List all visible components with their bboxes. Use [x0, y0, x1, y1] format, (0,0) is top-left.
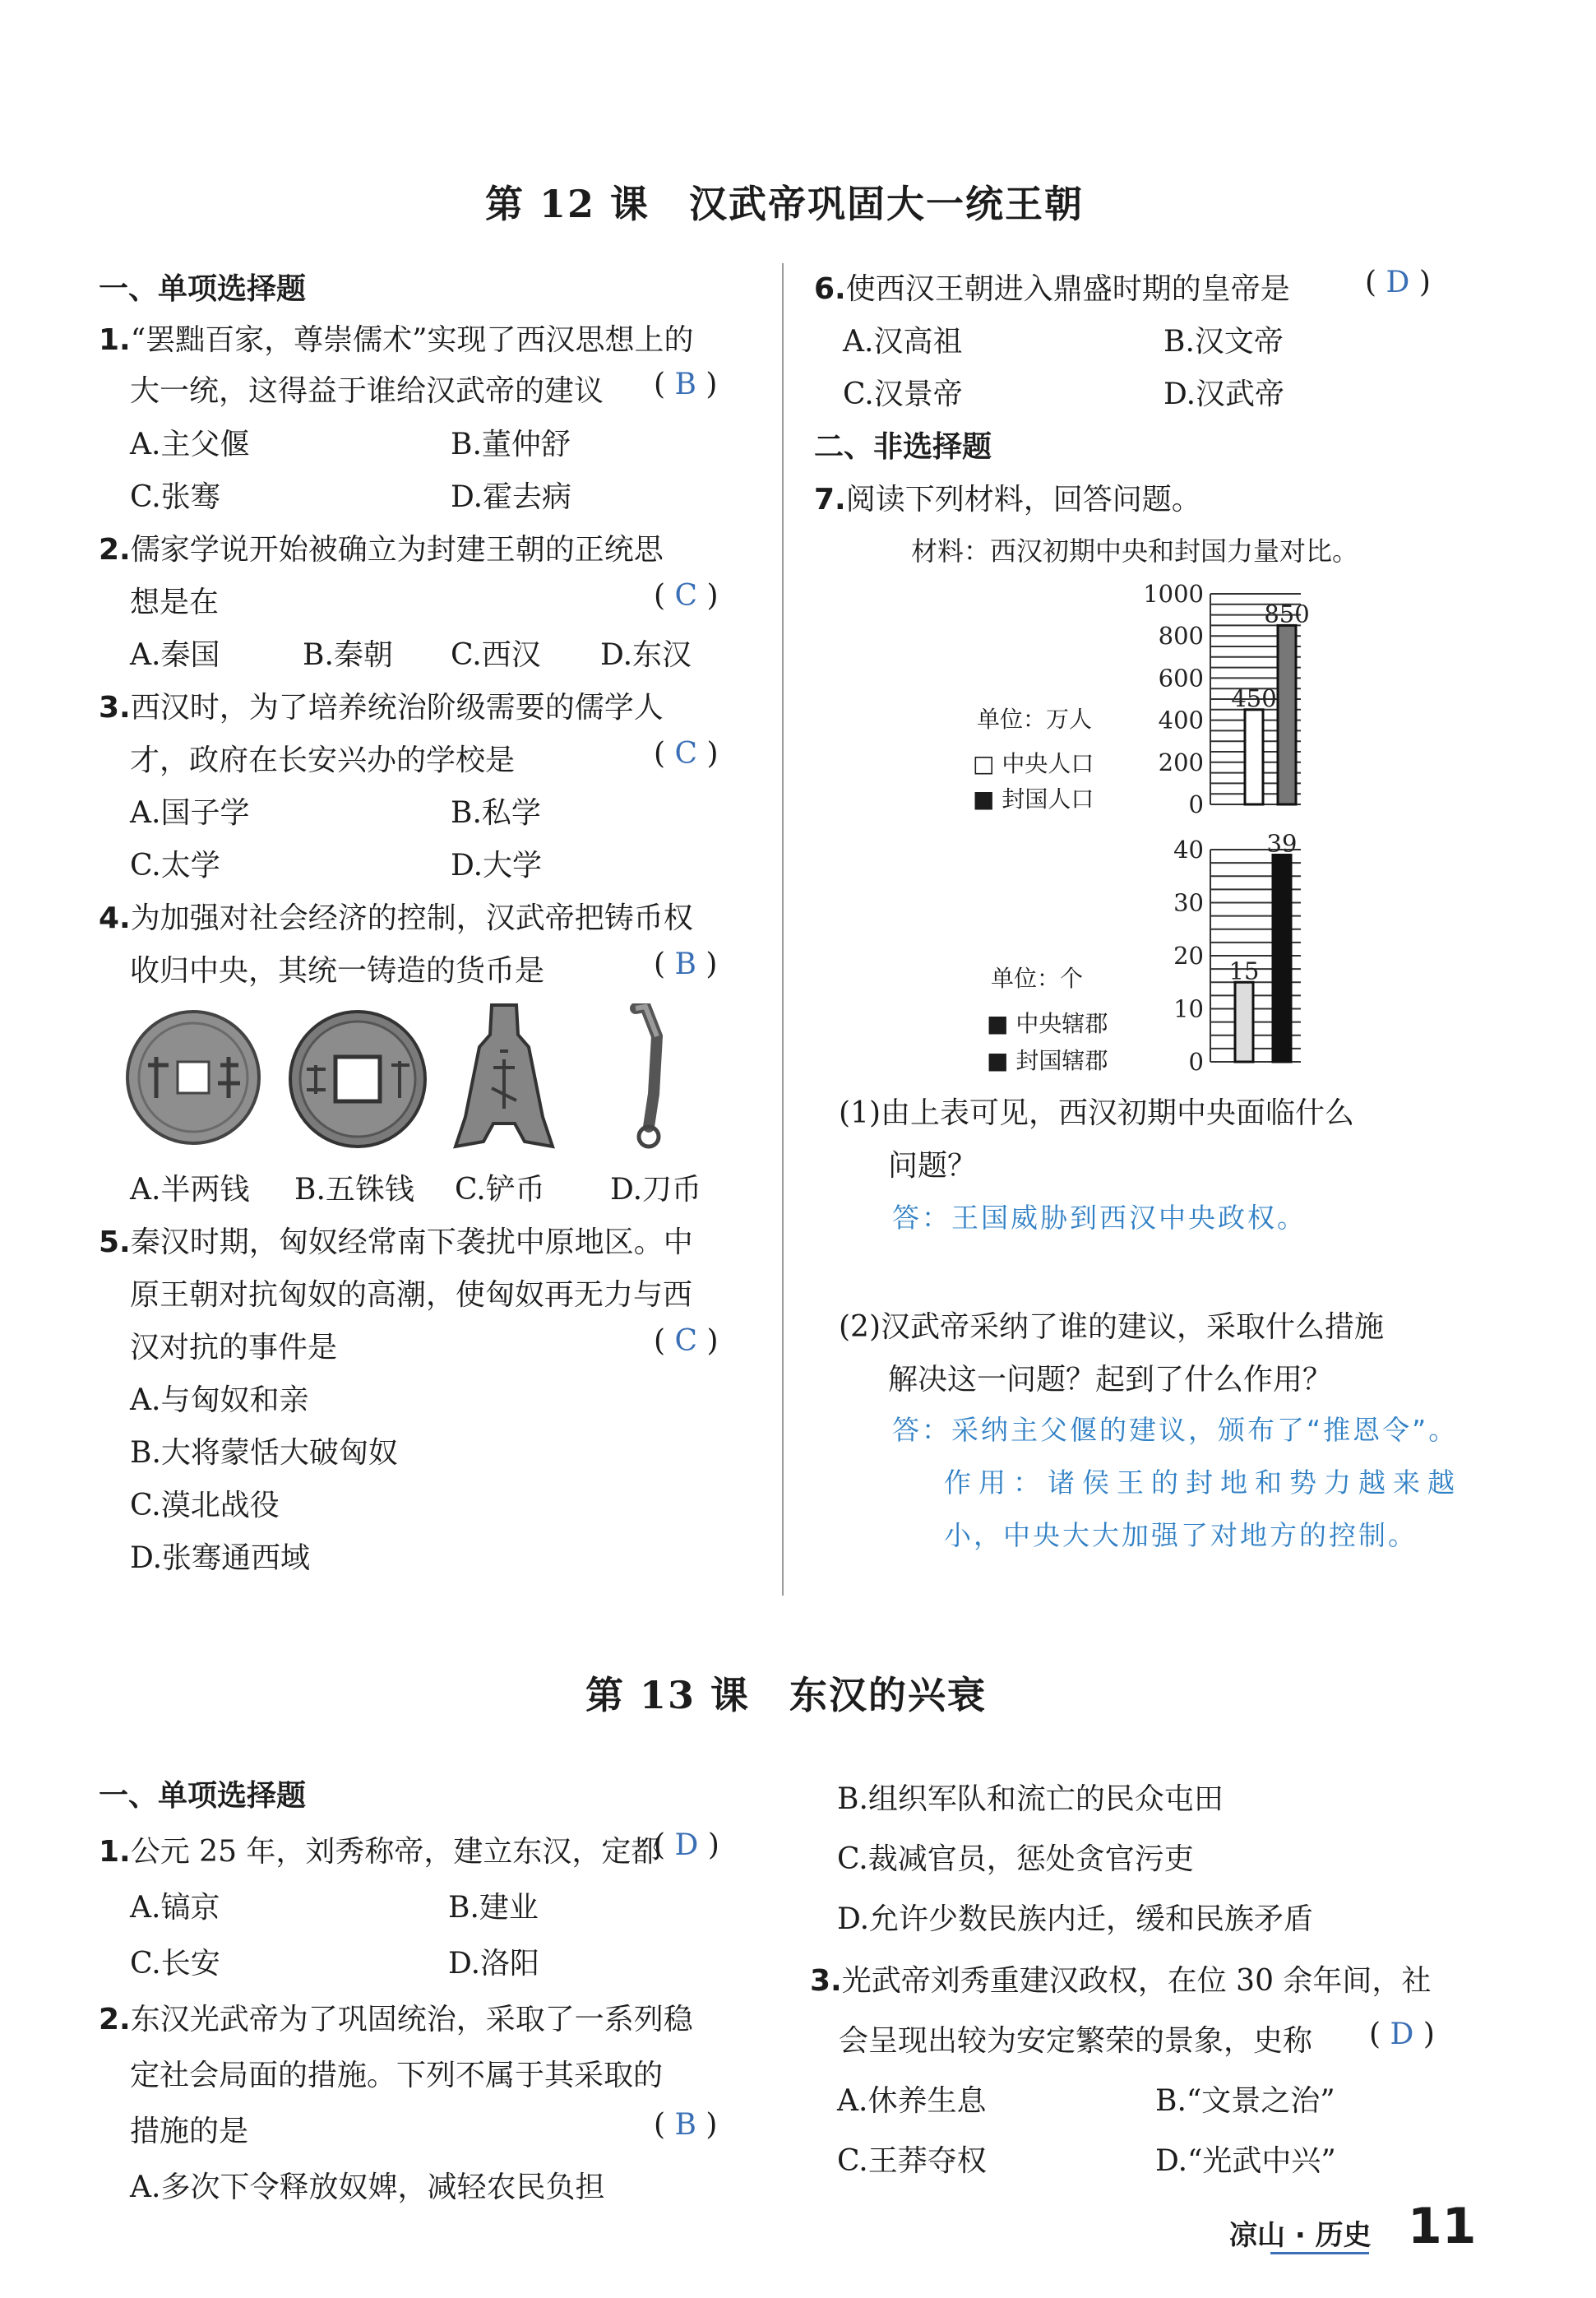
option-a: A.休养生息 [837, 2084, 987, 2118]
chart2-legend-2: ■ 封国辖郡 [987, 1047, 1108, 1074]
page-number: 11 [1408, 2198, 1477, 2255]
option-c: C.张骞 [130, 480, 220, 514]
option-b: B.建业 [448, 1891, 539, 1925]
option-a: A.主父偃 [130, 428, 250, 461]
bar-中央人口 [1245, 710, 1263, 804]
question-2-line2: 想是在 [130, 586, 220, 619]
answer-q2: ( B ) [654, 2108, 718, 2142]
option-c: C.太学 [130, 849, 220, 883]
handwritten-answer-2c: 小，中央大大加强了对地方的控制。 [944, 1519, 1418, 1551]
material-caption: 材料：西汉初期中央和封国力量对比。 [911, 535, 1359, 567]
option-a: A.国子学 [130, 796, 250, 830]
handwritten-answer-1: 答：王国威胁到西汉中央政权。 [892, 1202, 1307, 1234]
sub-question-2: (2)汉武帝采纳了谁的建议，采取什么措施 [839, 1310, 1384, 1344]
lesson13-title: 第 13 课 东汉的兴衰 [585, 1673, 988, 1717]
section-heading: 一、单项选择题 [99, 1779, 307, 1813]
answer-q3: ( D ) [1369, 2018, 1435, 2051]
question-3-line2: 会呈现出较为安定繁荣的景象，史称 [839, 2024, 1313, 2058]
tick-label: 30 [1173, 888, 1204, 917]
tick-label: 0 [1188, 1048, 1204, 1073]
data-label: 15 [1228, 957, 1260, 985]
coin-knife-image [621, 1003, 678, 1151]
bar-中央辖郡 [1235, 982, 1253, 1062]
option-b: B.五铢钱 [294, 1173, 414, 1207]
sub-question-1: (1)由上表可见，西汉初期中央面临什么 [839, 1096, 1354, 1130]
option-d: D.洛阳 [448, 1947, 540, 1981]
tick-label: 1000 [1143, 580, 1204, 608]
option-b: B.汉文帝 [1163, 325, 1284, 359]
lesson12-title: 第 12 课 汉武帝巩固大一统王朝 [485, 182, 1085, 226]
option-c: C.汉景帝 [843, 378, 963, 411]
question-1: 1.“罢黜百家，尊崇儒术”实现了西汉思想上的 [99, 323, 694, 357]
option-c: C.漠北战役 [130, 1489, 280, 1522]
chart1-legend-1: □ 中央人口 [973, 750, 1094, 777]
question-6: 6.使西汉王朝进入鼎盛时期的皇帝是 [814, 272, 1290, 306]
chart2-unit-label: 单位：个 [991, 965, 1084, 992]
chart2-legend-1: ■ 中央辖郡 [987, 1010, 1108, 1037]
option-d: D.东汉 [600, 638, 692, 672]
data-label: 850 [1264, 600, 1310, 628]
option-a: A.汉高祖 [843, 325, 963, 359]
section-heading: 二、非选择题 [814, 430, 992, 464]
option-a: A.镐京 [130, 1891, 220, 1925]
tick-label: 10 [1173, 994, 1204, 1023]
section-heading: 一、单项选择题 [99, 272, 307, 306]
tick-label: 800 [1158, 622, 1204, 651]
column-divider [782, 263, 784, 1596]
option-d: D.霍去病 [451, 480, 572, 514]
question-4-line2: 收归中央，其统一铸造的货币是 [130, 954, 545, 988]
question-2: 2.东汉光武帝为了巩固统治，采取了一系列稳 [99, 2003, 693, 2036]
question-2-line2: 定社会局面的措施。下列不属于其采取的 [130, 2059, 664, 2092]
answer-q4: ( B ) [654, 947, 718, 981]
question-1-line2: 大一统，这得益于谁给汉武帝的建议 [130, 374, 604, 408]
question-3: 3.西汉时，为了培养统治阶级需要的儒学人 [99, 691, 664, 725]
option-d: D.“光武中兴” [1155, 2144, 1336, 2178]
option-d: D.允许少数民族内迁，缓和民族矛盾 [837, 1902, 1314, 1936]
option-d: D.汉武帝 [1163, 378, 1285, 411]
option-d: D.张骞通西域 [130, 1541, 311, 1575]
option-c: C.铲币 [455, 1173, 545, 1207]
answer-q2: ( C ) [654, 579, 719, 613]
option-b: B.董仲舒 [451, 428, 571, 461]
option-a: A.秦国 [130, 638, 220, 672]
answer-q3: ( C ) [654, 737, 719, 771]
chart1-unit-label: 单位：万人 [977, 706, 1093, 733]
answer-q1: ( D ) [654, 1828, 719, 1862]
option-a: A.多次下令释放奴婢，减轻农民负担 [130, 2171, 605, 2204]
option-b: B.大将蒙恬大破匈奴 [130, 1436, 398, 1470]
handwritten-answer-2a: 答：采纳主父偃的建议，颁布了“推恩令”。 [892, 1414, 1459, 1446]
chart1-legend-2: ■ 封国人口 [973, 785, 1094, 813]
coin-banliang-image [123, 1008, 263, 1147]
question-2-line3: 措施的是 [130, 2115, 249, 2148]
bar-封国人口 [1278, 625, 1296, 804]
question-4: 4.为加强对社会经济的控制，汉武帝把铸币权 [99, 901, 693, 935]
question-5-line3: 汉对抗的事件是 [130, 1331, 338, 1364]
sub-question-1-line2: 问题？ [888, 1149, 978, 1183]
data-label: 450 [1231, 683, 1277, 712]
option-b: B.“文景之治” [1155, 2084, 1335, 2118]
option-b: B.组织军队和流亡的民众屯田 [837, 1782, 1224, 1816]
footer-label: 凉山 · 历史 [1229, 2219, 1372, 2252]
option-b: B.私学 [451, 796, 541, 830]
tick-label: 400 [1158, 706, 1204, 734]
option-c: C.西汉 [451, 638, 541, 672]
sub-question-2-line2: 解决这一问题？起到了什么作用？ [888, 1363, 1333, 1397]
question-3: 3.光武帝刘秀重建汉政权，在位 30 余年间，社 [810, 1964, 1432, 1998]
option-b: B.秦朝 [303, 638, 393, 672]
option-a: A.与匈奴和亲 [130, 1383, 309, 1417]
tick-label: 200 [1158, 748, 1204, 776]
answer-q6: ( D ) [1365, 266, 1431, 299]
coin-spade-image [451, 1002, 557, 1150]
tick-label: 0 [1188, 790, 1204, 818]
option-a: A.半两钱 [130, 1173, 250, 1207]
option-d: D.大学 [451, 849, 543, 883]
option-d: D.刀币 [610, 1173, 702, 1207]
option-c: C.王莽夺权 [837, 2144, 987, 2178]
question-7: 7.阅读下列材料，回答问题。 [814, 483, 1201, 517]
question-5: 5.秦汉时期，匈奴经常南下袭扰中原地区。中 [99, 1225, 693, 1259]
footer-rule [1270, 2252, 1369, 2254]
question-3-line2: 才，政府在长安兴办的学校是 [130, 744, 516, 777]
answer-q5: ( C ) [654, 1324, 719, 1358]
commandery-chart [1135, 827, 1349, 1073]
tick-label: 600 [1158, 664, 1204, 693]
answer-q1: ( B ) [654, 368, 718, 401]
option-c: C.裁减官员，惩处贪官污吏 [837, 1842, 1194, 1876]
option-c: C.长安 [130, 1947, 220, 1981]
question-1: 1.公元 25 年，刘秀称帝，建立东汉，定都 [99, 1835, 661, 1869]
question-2: 2.儒家学说开始被确立为封建王朝的正统思 [99, 533, 664, 567]
population-chart [1135, 576, 1349, 822]
bar-封国辖郡 [1273, 855, 1291, 1062]
question-5-line2: 原王朝对抗匈奴的高潮，使匈奴再无力与西 [130, 1278, 693, 1312]
tick-label: 40 [1173, 836, 1204, 864]
tick-label: 20 [1173, 942, 1204, 970]
handwritten-answer-2b: 作用：诸侯王的封地和势力越来越 [944, 1466, 1462, 1499]
data-label: 39 [1266, 829, 1298, 858]
coin-wuzhu-image [286, 1008, 430, 1151]
